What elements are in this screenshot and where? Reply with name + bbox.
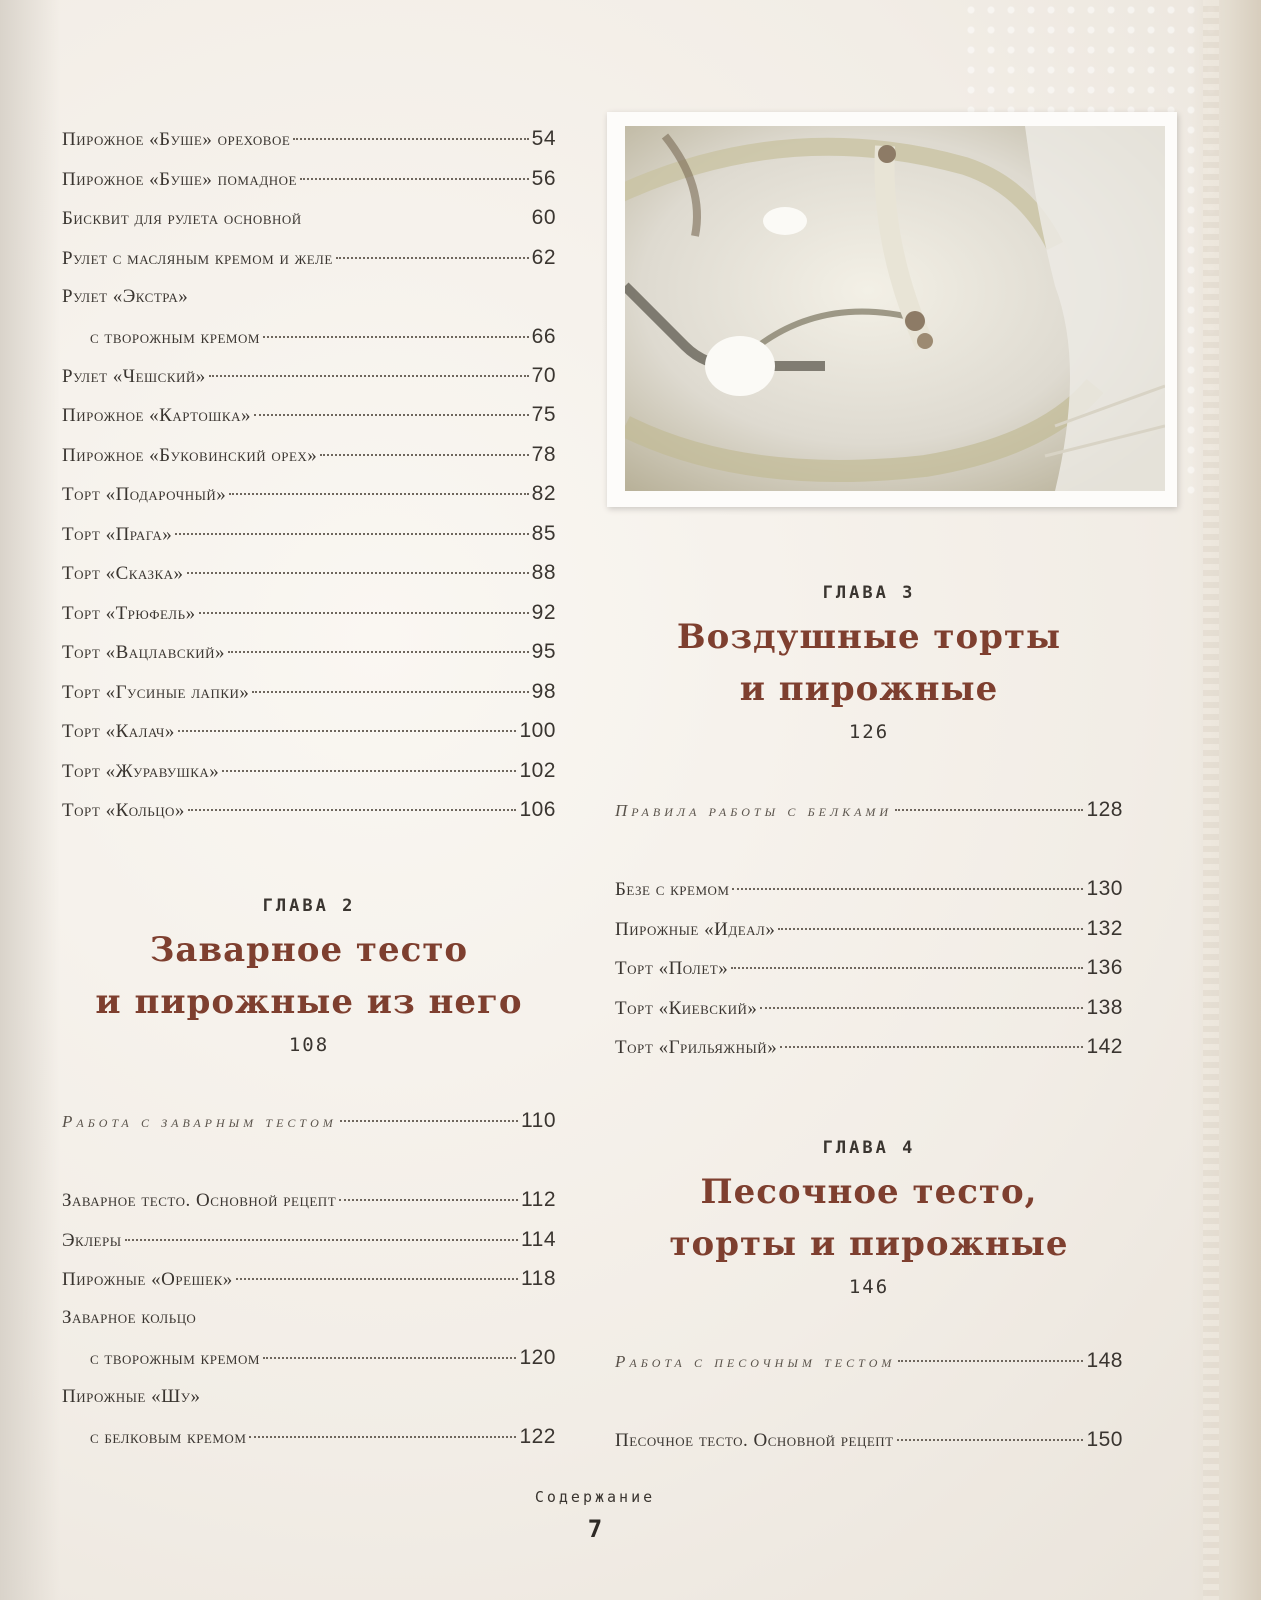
toc-entry[interactable]: [62, 245, 556, 272]
toc-entry-title: с творожным кремом: [90, 1348, 260, 1369]
leader-dots: [895, 809, 1083, 811]
toc-entry-title: Торт «Вацлавский»: [62, 642, 226, 663]
toc-entry-page: 100: [519, 719, 556, 742]
leader-dots: [209, 375, 529, 377]
toc-entry-title: Торт «Киевский»: [615, 998, 758, 1019]
chapter-title-line: торты и пирожные: [669, 1224, 1069, 1264]
toc-entry-title: Рулет «Чешский»: [62, 366, 206, 387]
toc-entry-page: 62: [531, 246, 556, 269]
toc-entry[interactable]: [62, 600, 556, 627]
cake-photo: [625, 126, 1165, 491]
toc-entry-title: Работа с песочным тестом: [615, 1352, 896, 1371]
chapter-title-line: Песочное тесто,: [700, 1172, 1038, 1212]
toc-entry-title: Пирожное «Буковинский орех»: [62, 445, 318, 466]
toc-entry[interactable]: [62, 481, 556, 508]
toc-entry-title: Рулет с масляным кремом и желе: [62, 248, 333, 269]
leader-dots: [336, 257, 529, 259]
leader-dots: [188, 809, 517, 811]
chapter-label: ГЛАВА 2: [262, 896, 356, 916]
toc-entry[interactable]: [62, 1227, 556, 1254]
toc-entry[interactable]: [62, 324, 556, 351]
toc-entry-page: 60: [531, 206, 556, 229]
toc-entry[interactable]: [62, 166, 556, 193]
chapter-title-line: Заварное тесто: [149, 930, 469, 970]
toc-entry[interactable]: [615, 955, 1123, 982]
toc-entry-page: 95: [531, 640, 556, 663]
toc-entry[interactable]: [62, 1424, 556, 1451]
page-edge: [1191, 0, 1261, 1600]
chapter-label: ГЛАВА 4: [822, 1138, 916, 1158]
leader-dots: [340, 1120, 518, 1122]
leader-dots: [263, 336, 529, 338]
spine-shadow: [0, 0, 60, 1600]
toc-entry-title: Работа с заварным тестом: [62, 1112, 337, 1131]
toc-entry-page: 70: [531, 364, 556, 387]
photo-frame: [607, 112, 1177, 507]
leader-dots: [320, 454, 528, 456]
chapter-page: 108: [288, 1034, 330, 1056]
leader-dots: [125, 1239, 518, 1241]
leader-dots: [339, 1199, 518, 1201]
chapter-4-heading: [615, 1138, 1123, 1298]
toc-entry-page: 114: [521, 1228, 556, 1251]
toc-entry[interactable]: [615, 876, 1123, 903]
toc-entry-page: 120: [519, 1346, 556, 1369]
toc-entry-page: 130: [1086, 877, 1123, 900]
toc-entry-page: 110: [521, 1109, 556, 1132]
leader-dots: [780, 1046, 1083, 1048]
leader-dots: [300, 178, 529, 180]
toc-entry[interactable]: [62, 1345, 556, 1372]
toc-entry-page: 106: [519, 798, 556, 821]
leader-dots: [199, 612, 529, 614]
leader-dots: [236, 1278, 518, 1280]
toc-entry-title: Торт «Грильяжный»: [615, 1037, 778, 1058]
toc-entry[interactable]: [615, 1427, 1123, 1454]
toc-entry-special[interactable]: [615, 1348, 1123, 1375]
toc-entry-title: Пирожные «Орешек»: [62, 1269, 233, 1290]
chapter-title-line: и пирожные из него: [95, 982, 523, 1022]
leader-dots: [252, 691, 528, 693]
toc-entry[interactable]: [62, 521, 556, 548]
toc-entry[interactable]: [62, 284, 556, 310]
toc-entry-title: Пирожные «Шу»: [62, 1386, 201, 1407]
leader-dots: [229, 493, 528, 495]
toc-entry-title: Безе с кремом: [615, 879, 730, 900]
toc-entry-title: Торт «Полет»: [615, 958, 729, 979]
toc-entry[interactable]: [615, 1034, 1123, 1061]
toc-entry-page: 66: [531, 325, 556, 348]
toc-entry-title: Торт «Сказка»: [62, 563, 184, 584]
toc-entry-page: 132: [1086, 917, 1123, 940]
toc-entry-page: 142: [1086, 1035, 1123, 1058]
toc-entry-title: Заварное кольцо: [62, 1307, 197, 1328]
toc-entry-page: 128: [1086, 798, 1123, 821]
chapter-title-line: и пирожные: [739, 669, 999, 709]
toc-entry-title: Бисквит для рулета основной: [62, 208, 302, 229]
leader-dots: [228, 651, 529, 653]
leader-dots: [760, 1007, 1083, 1009]
toc-entry-title: Пирожные «Идеал»: [615, 919, 776, 940]
toc-entry-page: 75: [531, 403, 556, 426]
chapter-2-heading: [62, 896, 556, 1056]
leader-dots: [897, 1439, 1084, 1441]
chapter-3-heading: [615, 583, 1123, 743]
toc-entry-page: 82: [531, 482, 556, 505]
toc-entry[interactable]: [62, 1266, 556, 1293]
toc-entry-title: Торт «Гусиные лапки»: [62, 682, 250, 703]
toc-entry-page: 150: [1086, 1428, 1123, 1451]
toc-entry[interactable]: [62, 639, 556, 666]
leader-dots: [178, 730, 517, 732]
leader-dots: [249, 1436, 516, 1438]
toc-entry-page: 138: [1086, 996, 1123, 1019]
toc-entry-page: 136: [1086, 956, 1123, 979]
toc-entry[interactable]: [62, 679, 556, 706]
toc-entry-title: Эклеры: [62, 1230, 122, 1251]
toc-entry-title: Торт «Журавушка»: [62, 761, 220, 782]
toc-entry-page: 54: [531, 127, 556, 150]
toc-entry[interactable]: [615, 916, 1123, 943]
toc-entry[interactable]: [62, 560, 556, 587]
chapter-page: 126: [848, 721, 890, 743]
toc-entry-page: 85: [531, 522, 556, 545]
toc-entry-title: Правила работы с белками: [615, 801, 893, 820]
toc-entry[interactable]: [62, 205, 556, 232]
toc-entry-title: Торт «Прага»: [62, 524, 173, 545]
toc-entry-title: с белковым кремом: [90, 1427, 247, 1448]
toc-entry-page: 112: [521, 1188, 556, 1211]
toc-entry-title: с творожным кремом: [90, 327, 260, 348]
toc-entry-title: Песочное тесто. Основной рецепт: [615, 1430, 894, 1451]
leader-dots: [293, 138, 528, 140]
toc-entry[interactable]: [62, 126, 556, 153]
leader-dots: [778, 928, 1083, 930]
leader-dots: [222, 770, 516, 772]
toc-entry-title: Пирожное «Буше» ореховое: [62, 129, 291, 150]
toc-entry[interactable]: [62, 758, 556, 785]
page-number: 7: [587, 1515, 603, 1543]
lace-strip: [1203, 0, 1219, 1600]
chapter-label: ГЛАВА 3: [822, 583, 916, 603]
toc-entry[interactable]: [62, 1187, 556, 1214]
toc-entry-title: Торт «Калач»: [62, 721, 175, 742]
leader-dots: [254, 414, 529, 416]
toc-entry[interactable]: [62, 442, 556, 469]
toc-entry-special[interactable]: [62, 1108, 556, 1135]
toc-entry[interactable]: [62, 402, 556, 429]
toc-entry-page: 88: [531, 561, 556, 584]
toc-entry[interactable]: [62, 718, 556, 745]
toc-entry-title: Пирожное «Картошка»: [62, 405, 251, 426]
toc-entry-page: 56: [531, 167, 556, 190]
leader-dots: [263, 1357, 517, 1359]
leader-dots: [731, 967, 1083, 969]
toc-entry-title: Заварное тесто. Основной рецепт: [62, 1190, 337, 1211]
toc-entry-page: 122: [519, 1425, 556, 1448]
toc-entry-page: 78: [531, 443, 556, 466]
toc-entry[interactable]: [62, 1305, 556, 1331]
leader-dots: [898, 1360, 1083, 1362]
toc-entry-title: Пирожное «Буше» помадное: [62, 169, 297, 190]
toc-entry-title: Торт «Трюфель»: [62, 603, 196, 624]
toc-entry-title: Торт «Подарочный»: [62, 484, 227, 505]
toc-entry[interactable]: [62, 797, 556, 824]
toc-entry[interactable]: [62, 1384, 556, 1410]
toc-entry-special[interactable]: [615, 797, 1123, 824]
toc-entry-title: Торт «Кольцо»: [62, 800, 185, 821]
leader-dots: [187, 572, 529, 574]
toc-entry[interactable]: [615, 995, 1123, 1022]
toc-entry-page: 102: [519, 759, 556, 782]
toc-entry-page: 92: [531, 601, 556, 624]
toc-entry[interactable]: [62, 363, 556, 390]
chapter-title-line: Воздушные торты: [676, 617, 1062, 657]
toc-entry-title: Рулет «Экстра»: [62, 286, 189, 307]
leader-dots: [732, 888, 1083, 890]
toc-entry-page: 118: [521, 1267, 556, 1290]
toc-entry-page: 148: [1086, 1349, 1123, 1372]
leader-dots: [175, 533, 528, 535]
running-footer: Содержание: [534, 1488, 656, 1506]
chapter-page: 146: [848, 1276, 890, 1298]
toc-entry-page: 98: [531, 680, 556, 703]
